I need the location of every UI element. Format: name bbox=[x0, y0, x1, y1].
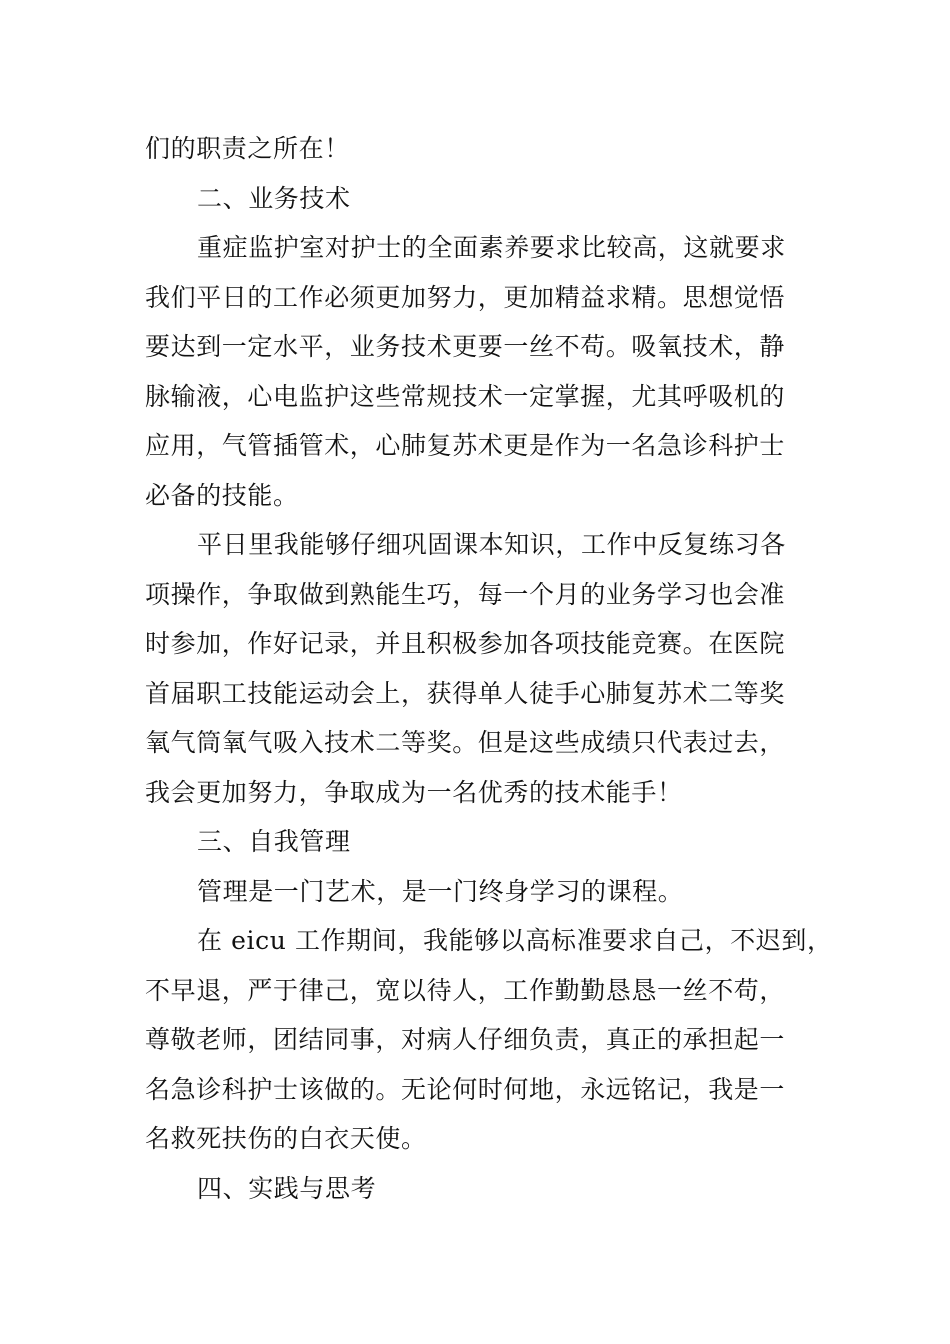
section-heading: 三、自我管理 bbox=[197, 827, 351, 856]
text-line: 首届职工技能运动会上，获得单人徒手心肺复苏术二等奖 bbox=[145, 678, 786, 708]
text-line: 尊敬老师，团结同事，对病人仔细负责，真正的承担起一 bbox=[145, 1025, 786, 1054]
text-line: 们的职责之所在！ bbox=[145, 134, 350, 163]
text-line: 我们平日的工作必须更加努力，更加精益求精。思想觉悟 bbox=[145, 282, 786, 312]
text-line: 名救死扶伤的白衣天使。 bbox=[145, 1124, 427, 1153]
text-line: 管理是一门艺术，是一门终身学习的课程。 bbox=[197, 876, 684, 906]
text-line: 时参加，作好记录，并且积极参加各项技能竞赛。在医院 bbox=[145, 629, 786, 658]
text-line: 脉输液，心电监护这些常规技术一定掌握，尤其呼吸机的 bbox=[145, 381, 786, 411]
text-line: 重症监护室对护士的全面素养要求比较高，这就要求 bbox=[197, 233, 786, 262]
text-line: 在 eicu 工作期间，我能够以高标准要求自己，不迟到， bbox=[197, 926, 833, 955]
document-page bbox=[145, 124, 833, 1213]
text-line: 项操作，争取做到熟能生巧，每一个月的业务学习也会准 bbox=[145, 579, 786, 609]
section-heading: 四、实践与思考 bbox=[197, 1173, 377, 1203]
text-line: 要达到一定水平，业务技术更要一丝不苟。吸氧技术，静 bbox=[145, 332, 786, 361]
text-line: 氧气筒氧气吸入技术二等奖。但是这些成绩只代表过去， bbox=[145, 728, 786, 757]
text-line: 名急诊科护士该做的。无论何时何地，永远铭记，我是一 bbox=[145, 1074, 786, 1104]
text-line: 应用，气管插管术，心肺复苏术更是作为一名急诊科护士 bbox=[145, 431, 786, 460]
text-line: 我会更加努力，争取成为一名优秀的技术能手！ bbox=[145, 777, 683, 807]
text-line: 平日里我能够仔细巩固课本知识，工作中反复练习各 bbox=[197, 530, 786, 559]
section-heading: 二、业务技术 bbox=[197, 183, 351, 213]
text-line: 不早退，严于律己，宽以待人，工作勤勤恳恳一丝不苟， bbox=[145, 975, 786, 1005]
text-line: 必备的技能。 bbox=[145, 480, 299, 510]
